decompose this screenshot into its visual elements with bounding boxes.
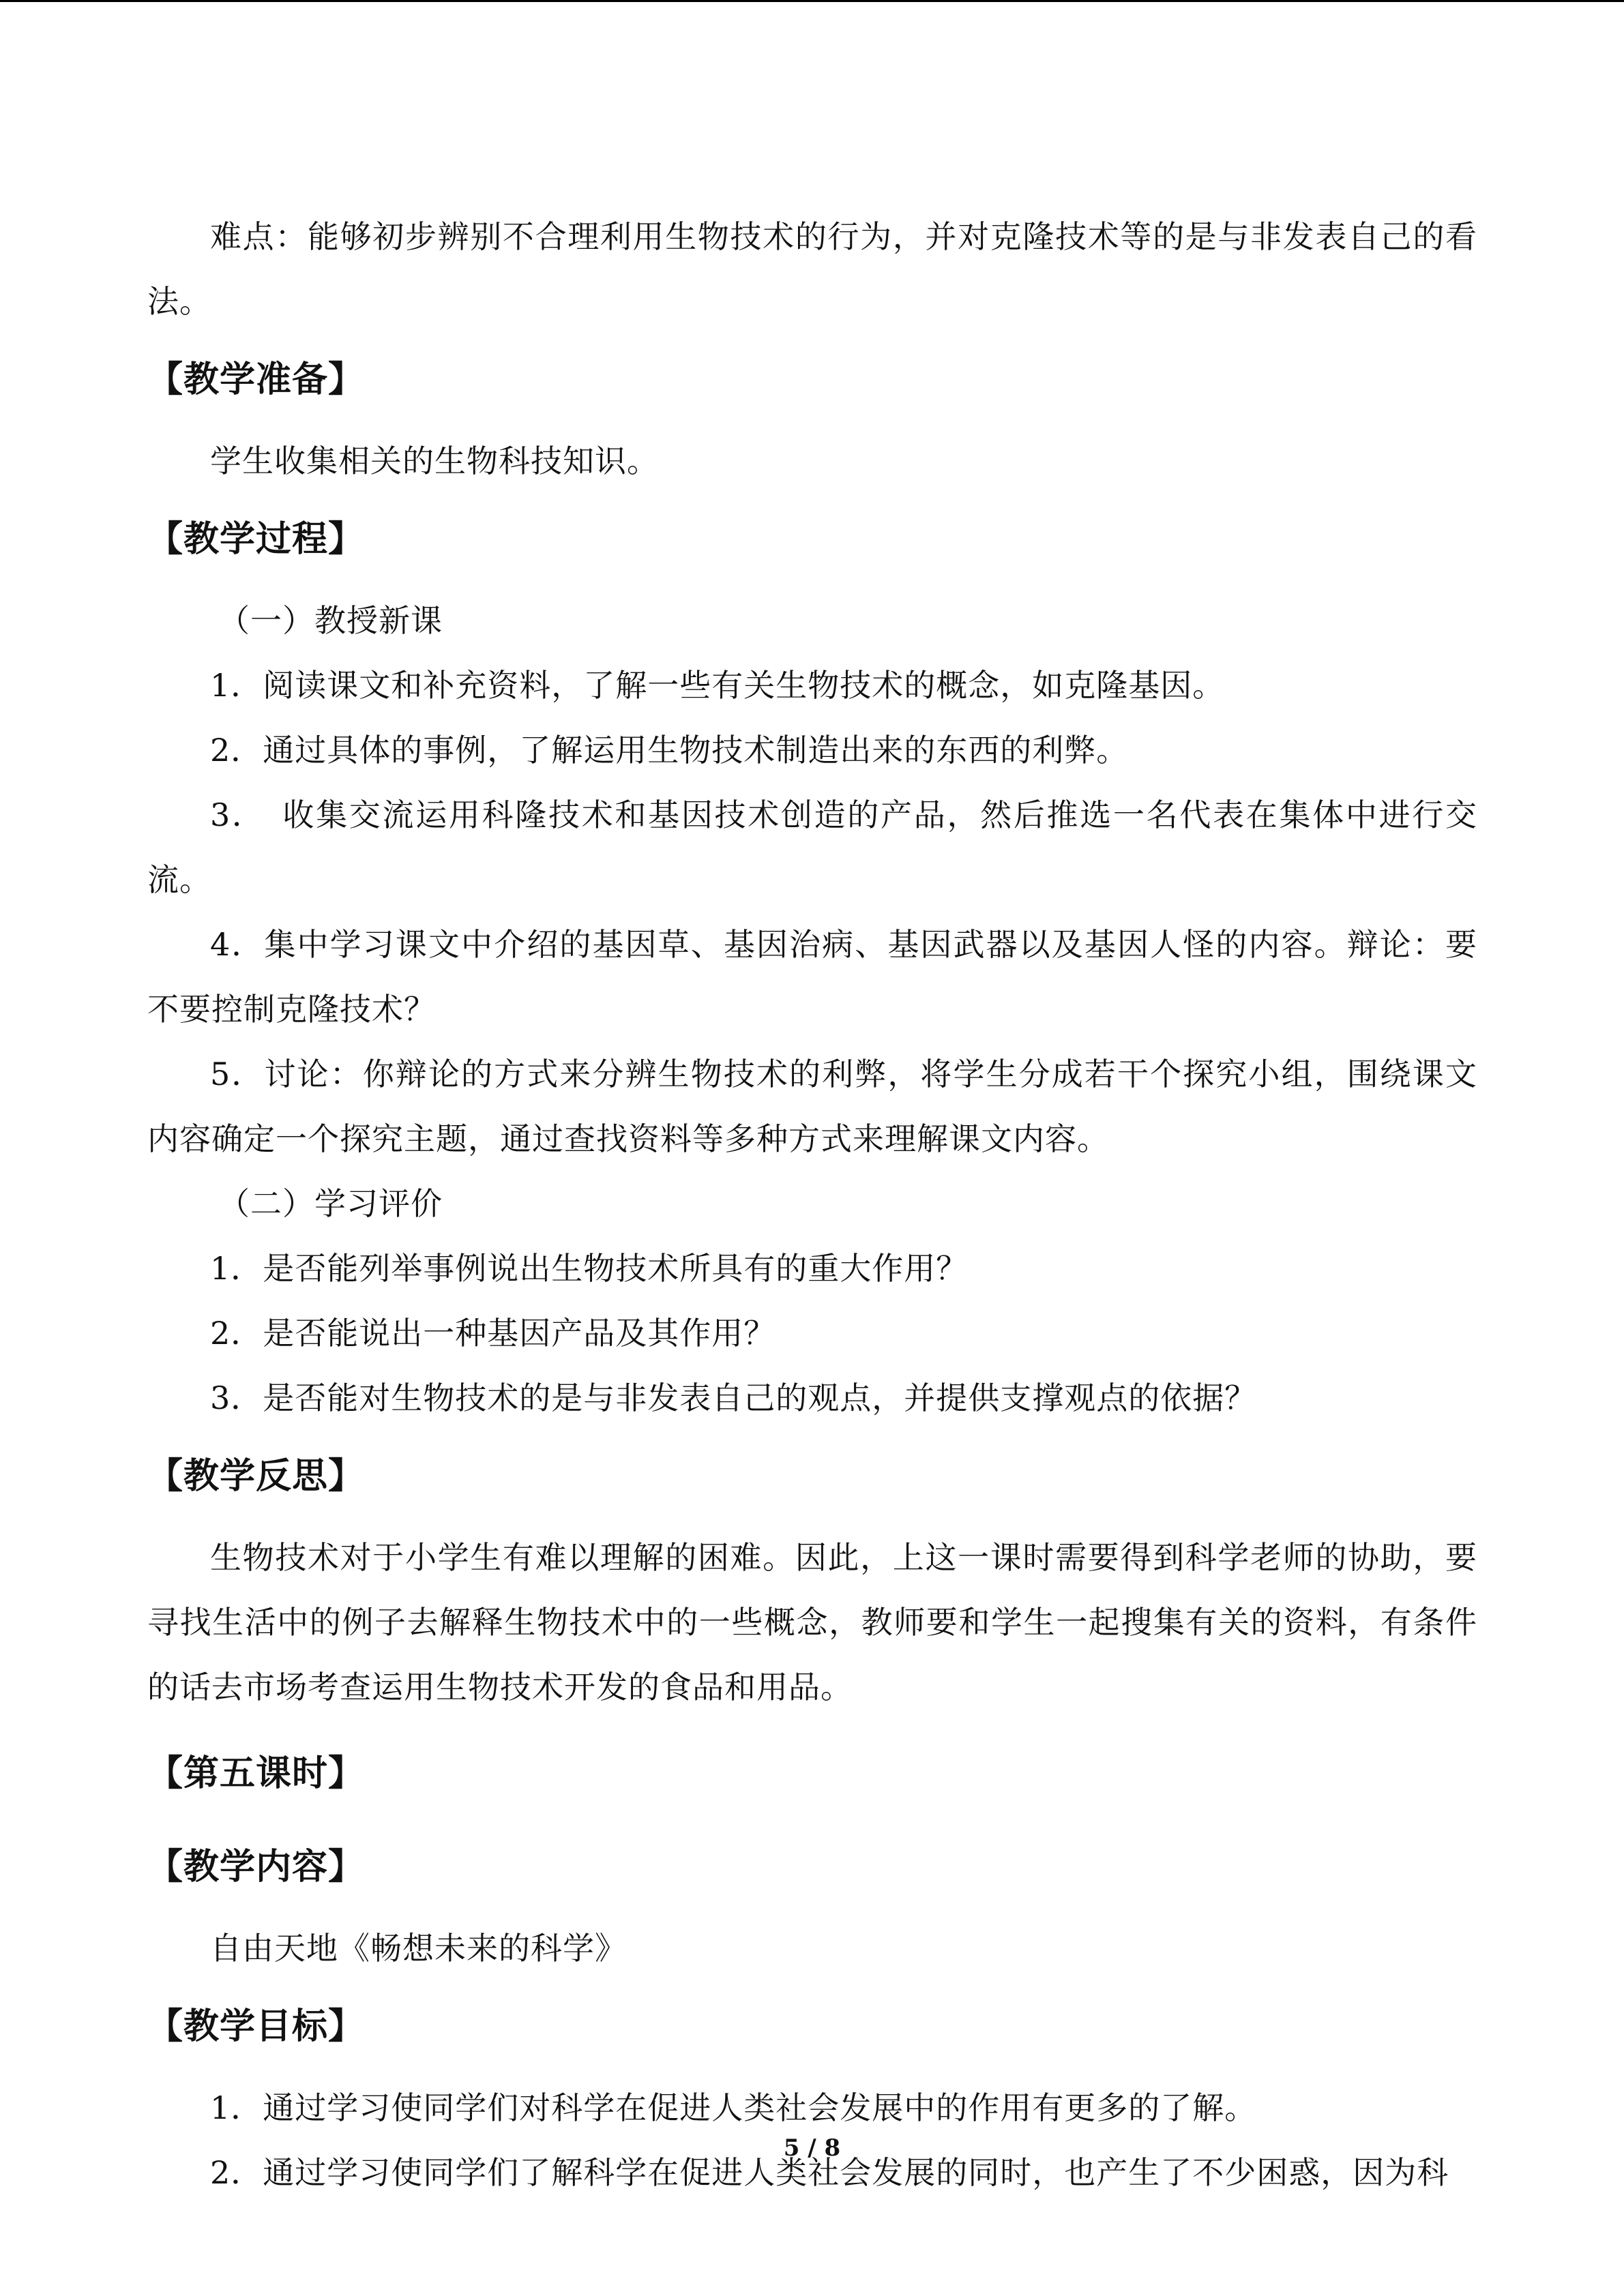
process-item-2: 2．通过具体的事例，了解运用生物技术制造出来的东西的利弊。 <box>210 732 1129 769</box>
heading-teaching-preparation: 【教学准备】 <box>147 359 365 400</box>
goal-item-2: 2．通过学习使同学们了解科学在促进人类社会发展的同时，也产生了不少困惑，因为科 <box>210 2154 1449 2191</box>
process-item-5: 5．讨论：你辩论的方式来分辨生物技术的利弊，将学生分成若干个探究小组，围绕课文内容确定一个探究主题，通过查找资料等多种方式来理解课文内容。 <box>147 1056 1477 1157</box>
page-number: 5 / 8 <box>783 2134 841 2162</box>
heading-lesson-five: 【第五课时】 <box>147 1753 365 1794</box>
goal-item-1: 1．通过学习使同学们对科学在促进人类社会发展中的作用有更多的了解。 <box>210 2089 1257 2126</box>
process-item-4: 4．集中学习课文中介绍的基因草、基因治病、基因武器以及基因人怪的内容。辩论：要不要控制克隆技术？ <box>147 926 1477 1028</box>
heading-teaching-process: 【教学过程】 <box>147 519 365 560</box>
preparation-paragraph: 学生收集相关的生物科技知识。 <box>210 443 659 479</box>
top-border-line <box>0 0 1624 2</box>
process-item-1: 1．阅读课文和补充资料，了解一些有关生物技术的概念，如克隆基因。 <box>210 667 1225 704</box>
section-learning-evaluation: （二）学习评价 <box>218 1185 443 1222</box>
evaluation-item-1: 1．是否能列举事例说出生物技术所具有的重大作用？ <box>210 1250 969 1287</box>
heading-teaching-goals: 【教学目标】 <box>147 2006 365 2047</box>
difficulty-paragraph: 难点：能够初步辨别不合理利用生物技术的行为，并对克隆技术等的是与非发表自己的看法。 <box>147 218 1477 320</box>
heading-teaching-reflection: 【教学反思】 <box>147 1456 365 1497</box>
section-new-lesson: （一）教授新课 <box>218 602 443 639</box>
reflection-paragraph: 生物技术对于小学生有难以理解的困难。因此，上这一课时需要得到科学老师的协助，要寻找生活中的例子去解释生物技术中的一些概念，教师要和学生一起搜集有关的资料，有条件的话去市场考查运用生物技术开发的食品和用品。 <box>147 1539 1477 1705</box>
process-item-3: 3． 收集交流运用科隆技术和基因技术创造的产品，然后推选一名代表在集体中进行交流。 <box>147 796 1477 898</box>
heading-teaching-content: 【教学内容】 <box>147 1847 365 1888</box>
page-content <box>147 205 1477 2205</box>
evaluation-item-3: 3．是否能对生物技术的是与非发表自己的观点，并提供支撑观点的依据？ <box>210 1380 1257 1416</box>
evaluation-item-2: 2．是否能说出一种基因产品及其作用？ <box>210 1315 776 1352</box>
content-paragraph: 自由天地《畅想未来的科学》 <box>210 1930 627 1967</box>
